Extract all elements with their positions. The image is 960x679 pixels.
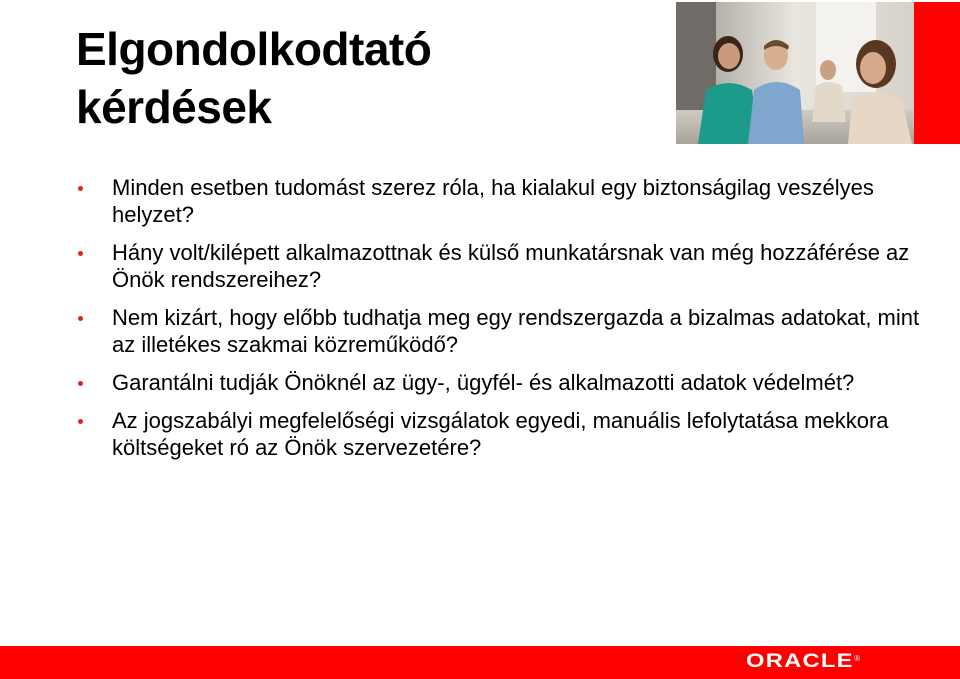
bullet-dot-icon [78,316,83,321]
accent-strip [914,2,960,144]
list-item [78,407,928,461]
bullet-dot-icon [78,381,83,386]
list-item-text: Hány volt/kilépett alkalmazottnak és külső munkatársnak van még hozzáférése az Önök rendszereihez? [112,240,910,292]
bullet-dot-icon [78,186,83,191]
list-item [78,304,928,358]
list-item [78,369,928,396]
list-item [78,239,928,293]
title-line-2: kérdések [76,81,272,133]
registered-mark: ® [854,653,860,663]
oracle-logo [746,651,860,673]
list-item [78,174,928,228]
question-list [78,174,928,472]
logo-text: ORACLE [745,651,854,672]
office-meeting-photo [676,2,914,144]
list-item-text: Garantálni tudják Önöknél az ügy-, ügyfél- és alkalmazotti adatok védelmét? [112,370,855,395]
slide-title [76,20,431,136]
bullet-dot-icon [78,251,83,256]
list-item-text: Minden esetben tudomást szerez róla, ha kialakul egy biztonságilag veszélyes helyzet? [112,175,874,227]
list-item-text: Az jogszabályi megfelelőségi vizsgálatok egyedi, manuális lefolytatása mekkora költségeket ró az Önök szervezetére? [112,408,889,460]
title-line-1: Elgondolkodtató [76,23,432,75]
list-item-text: Nem kizárt, hogy előbb tudhatja meg egy rendszergazda a bizalmas adatokat, mint az illetékes szakmai közreműködő? [112,305,920,357]
bullet-dot-icon [78,419,83,424]
